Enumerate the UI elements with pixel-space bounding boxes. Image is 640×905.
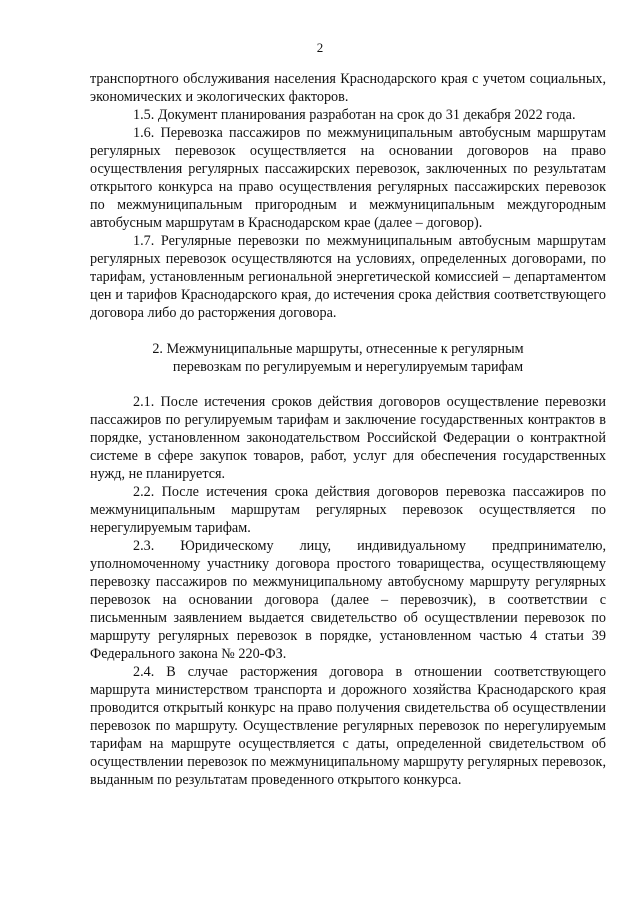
page-number: 2	[316, 40, 324, 55]
paragraph-1-4-continuation: транспортного обслуживания населения Краснодарского края с учетом социальных, экономических и экологических факторов.	[90, 71, 606, 105]
paragraph-2-1: 2.1. После истечения сроков действия договоров осуществление перевозки пассажиров по регулируемым тарифам и заключение государственных контрактов в порядке, установленном законодательством Российской Федерации о контрактной системе в сфере закупок товаров, работ, услуг для обеспечения государственных нужд, не планируется.	[90, 394, 606, 482]
paragraph-1-6: 1.6. Перевозка пассажиров по межмуниципальным автобусным маршрутам регулярных перевозок осуществляется на основании договоров на право осуществления регулярных пассажирских перевозок, заключенных по результатам открытого конкурса на право осуществления регулярных пассажирских перевозок по межмуниципальным пригородным и межмуниципальным междугородным автобусным маршрутам в Краснодарском крае (далее – договор).	[90, 125, 606, 231]
paragraph-2-3: 2.3. Юридическому лицу, индивидуальному предпринимателю, уполномоченному участнику договора простого товарищества, осуществляющему перевозку пассажиров по межмуниципальному автобусному маршруту регулярных перевозок на основании договора (далее – перевозчик), в соответствии с письменным заявлением выдается свидетельство об осуществлении перевозок по маршруту регулярных перевозок в порядке, установленном частью 4 статьи 39 Федерального закона № 220-ФЗ.	[90, 538, 606, 662]
paragraph-1-7: 1.7. Регулярные перевозки по межмуниципальным автобусным маршрутам регулярных перевозок осуществляются на условиях, определенных договорами, по тарифам, установленным региональной энергетической комиссией – департаментом цен и тарифов Краснодарского края, до истечения срока действия соответствующего договора либо до расторжения договора.	[90, 233, 606, 321]
section-2-heading-line-1: 2. Межмуниципальные маршруты, отнесенные к регулярным	[152, 341, 524, 357]
paragraph-2-4: 2.4. В случае расторжения договора в отношении соответствующего маршрута министерством транспорта и дорожного хозяйства Краснодарского края проводится открытый конкурс на право получения свидетельства об осуществлении перевозок по маршруту. Осуществление регулярных перевозок по нерегулируемым тарифам на маршруте осуществляется с даты, определенной свидетельством об осуществлении перевозок по межмуниципальному маршруту регулярных перевозок, выданным по результатам проведенного открытого конкурса.	[90, 664, 606, 788]
document-body	[90, 70, 606, 789]
section-2-heading-line-2: перевозкам по регулируемым и нерегулируемым тарифам	[172, 359, 524, 375]
paragraph-1-5: 1.5. Документ планирования разработан на срок до 31 декабря 2022 года.	[133, 107, 576, 123]
section-2-heading	[90, 340, 606, 376]
paragraph-2-2: 2.2. После истечения срока действия договоров перевозка пассажиров по межмуниципальным маршрутам регулярных перевозок осуществляется по нерегулируемым тарифам.	[90, 484, 606, 536]
